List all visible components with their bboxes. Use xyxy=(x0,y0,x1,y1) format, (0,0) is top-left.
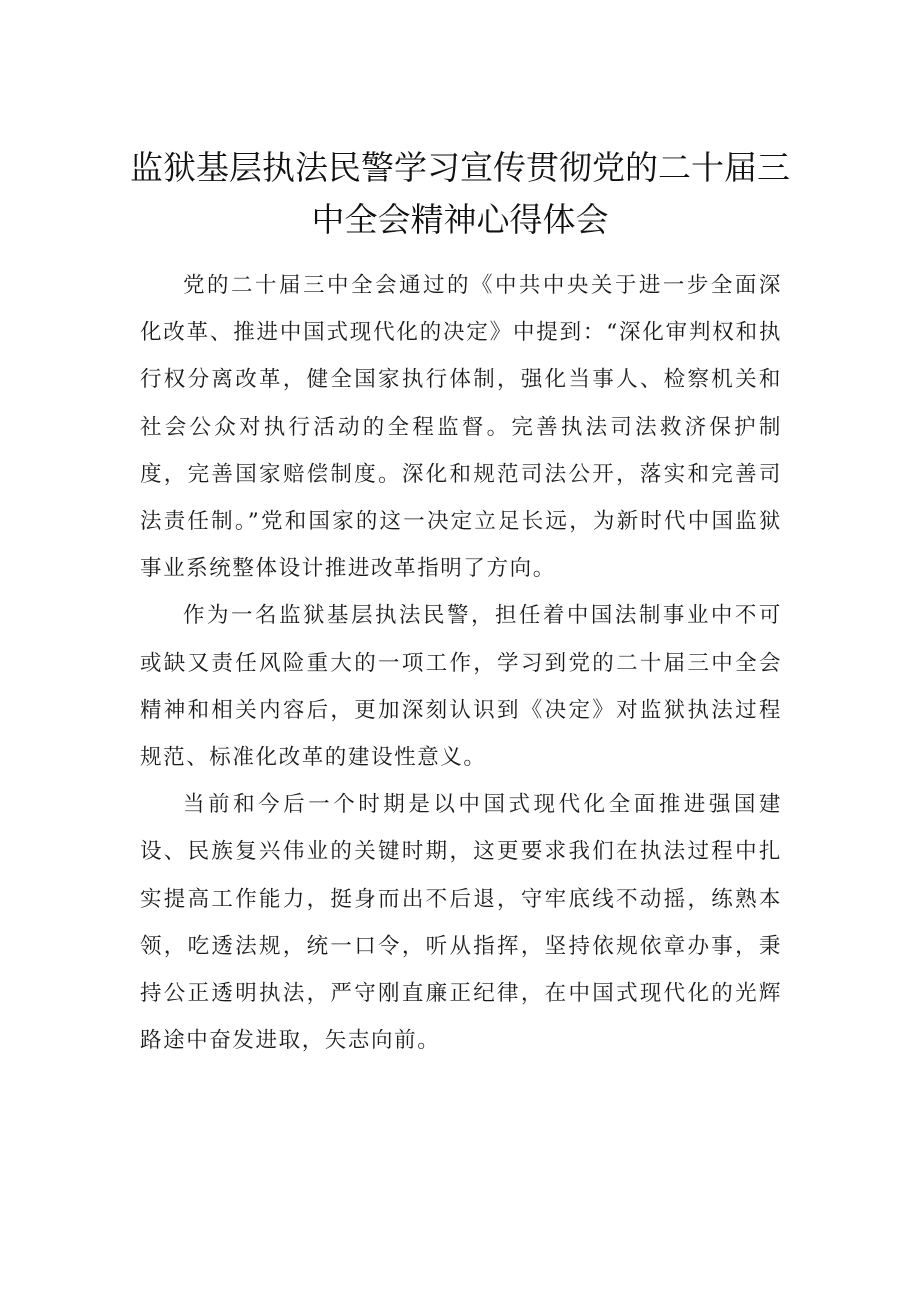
paragraph-1: 党的二十届三中全会通过的《中共中央关于进一步全面深化改革、推进中国式现代化的决定》中提到：“深化审判权和执行权分离改革，健全国家执行体制，强化当事人、检察机关和社会公众对执行活动的全程监督。完善执法司法救济保护制度，完善国家赔偿制度。深化和规范司法公开，落实和完善司法责任制。”党和国家的这一决定立足长远，为新时代中国监狱事业系统整体设计推进改革指明了方向。 xyxy=(140,273,782,582)
paragraph-3: 当前和今后一个时期是以中国式现代化全面推进强国建设、民族复兴伟业的关键时期，这更要求我们在执法过程中扎实提高工作能力，挺身而出不后退，守牢底线不动摇，练熟本领，吃透法规，统一口令，听从指挥，坚持依规依章办事，秉持公正透明执法，严守刚直廉正纪律，在中国式现代化的光辉路途中奋发进取，矢志向前。 xyxy=(140,792,782,1054)
document-body xyxy=(140,262,782,1064)
document-title: 监狱基层执法民警学习宣传贯彻党的二十届三中全会精神心得体会 xyxy=(130,148,790,239)
paragraph-2: 作为一名监狱基层执法民警，担任着中国法制事业中不可或缺又责任风险重大的一项工作，学习到党的二十届三中全会精神和相关内容后，更加深刻认识到《决定》对监狱执法过程规范、标准化改革的建设性意义。 xyxy=(140,603,782,771)
